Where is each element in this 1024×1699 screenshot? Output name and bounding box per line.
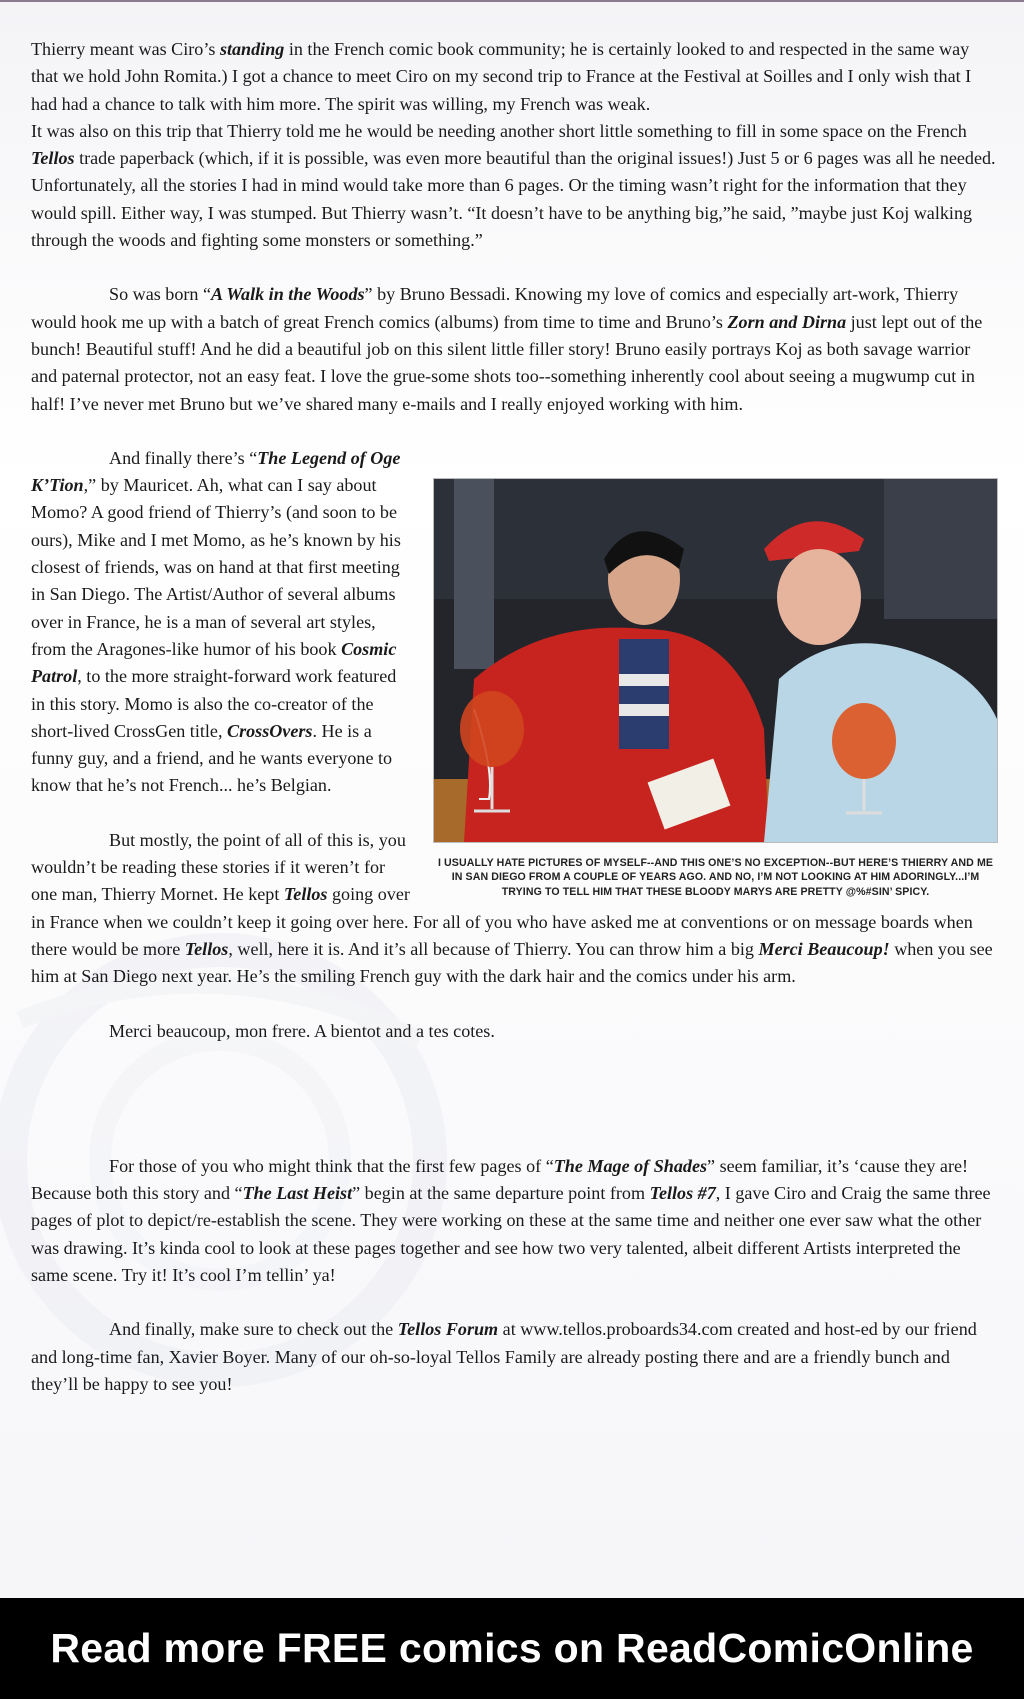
paragraph-4: And finally there’s “The Legend of Oge K’Tion,” by Mauricet. Ah, what can I say about Momo? A good friend of Thierry’s (and soon to be ours), Mike and I met Momo, as he’s known by his closest of friends, was on hand at that first meeting in San Diego. The Artist/Author of several albums over in France, he is a man of several art styles, from the Aragones-like humor of his book Cosmic Patrol, to the more straight-forward work featured in this story. Momo is also the co-creator of the short-lived CrossGen title, CrossOvers. He is a funny guy, and a friend, and he wants everyone to know that he’s not French... he’s Belgian. <box>31 447 401 796</box>
paragraph-7: For those of you who might think that the first few pages of “The Mage of Shades” seem familiar, it’s ‘cause they are! Because both this story and “The Last Heist” begin at the same departure point from Tellos #7, I gave Ciro and Craig the same three pages of plot to depict/re-establish the scene. They were working on these at the same time and neither one ever saw what the other was drawing. It’s kinda cool to look at these pages together and see how two very talented, albeit different Artists interpreted the same scene. Try it! It’s cool I’m tellin’ ya! <box>31 1155 991 1285</box>
top-border <box>0 0 1024 2</box>
paragraph-3: So was born “A Walk in the Woods” by Bruno Bessadi. Knowing my love of comics and especially art-work, Thierry would hook me up with a batch of great French comics (albums) from time to time and Bruno’s Zorn and Dirna just lept out of the bunch! Beautiful stuff! And he did a beautiful job on this silent little filler story! Bruno easily portrays Koj as both savage warrior and paternal protector, not an easy feat. I love the grue-some shots too--something inherently cool about seeing a mugwump cut in half! I’ve never met Bruno but we’ve shared many e-mails and I really enjoyed working with him. <box>31 284 983 414</box>
photo-icon <box>434 479 997 842</box>
paragraph-1: Thierry meant was Ciro’s standing in the French comic book community; he is certainly looked to and respected in the same way that we hold John Romita.) I got a chance to meet Ciro on my second trip to France at the Festival at Soilles and I only wish that I had had a chance to talk with him more. The spirit was willing, my French was weak. <box>31 39 972 114</box>
paragraph-6: Merci beaucoup, mon frere. A bientot and a tes cotes. <box>109 1020 495 1041</box>
promo-banner[interactable]: Read more FREE comics on ReadComicOnline <box>0 1598 1024 1699</box>
photo <box>434 479 997 842</box>
paragraph-8: And finally, make sure to check out the Tellos Forum at www.tellos.proboards34.com created and host-ed by our friend and long-time fan, Xavier Boyer. Many of our oh-so-loyal Tellos Family are already posting there and are a friendly bunch and they’ll be happy to see you! <box>31 1319 977 1394</box>
paragraph-5: But mostly, the point of all of this is, you wouldn’t be reading these stories if it weren’t for one man, Thierry Mornet. He kept Tellos going over in France when we couldn’t keep it going over here. For all of you who have asked me at conventions or on message boards when there would be more Tellos, well, here it is. And it’s all because of Thierry. You can throw him a big Merci Beaucoup! when you see him at San Diego next year. He’s the smiling French guy with the dark hair and the comics under his arm. <box>31 829 993 987</box>
photo-caption: I USUALLY HATE PICTURES OF MYSELF--AND THIS ONE’S NO EXCEPTION--BUT HERE’S THIERRY AND ME IN SAN DIEGO FROM A COUPLE OF YEARS AGO. AND NO, I’M NOT LOOKING AT HIM ADORINGLY...I’M TRYING TO TELL HIM THAT THESE BLOODY MARYS ARE PRETTY @%#SIN’ SPICY. <box>437 856 994 898</box>
article-body <box>31 36 997 1398</box>
paragraph-2: It was also on this trip that Thierry told me he would be needing another short little something to fill in some space on the French Tellos trade paperback (which, if it is possible, was even more beautiful than the original issues!) Just 5 or 6 pages was all he needed. Unfortunately, all the stories I had in mind would take more than 6 pages. Or the timing wasn’t right for the information that they would spill. Either way, I was stumped. But Thierry wasn’t. “It doesn’t have to be anything big,”he said, ”maybe just Koj walking through the woods and fighting some monsters or something.” <box>31 120 996 251</box>
photo-figure <box>434 479 997 900</box>
